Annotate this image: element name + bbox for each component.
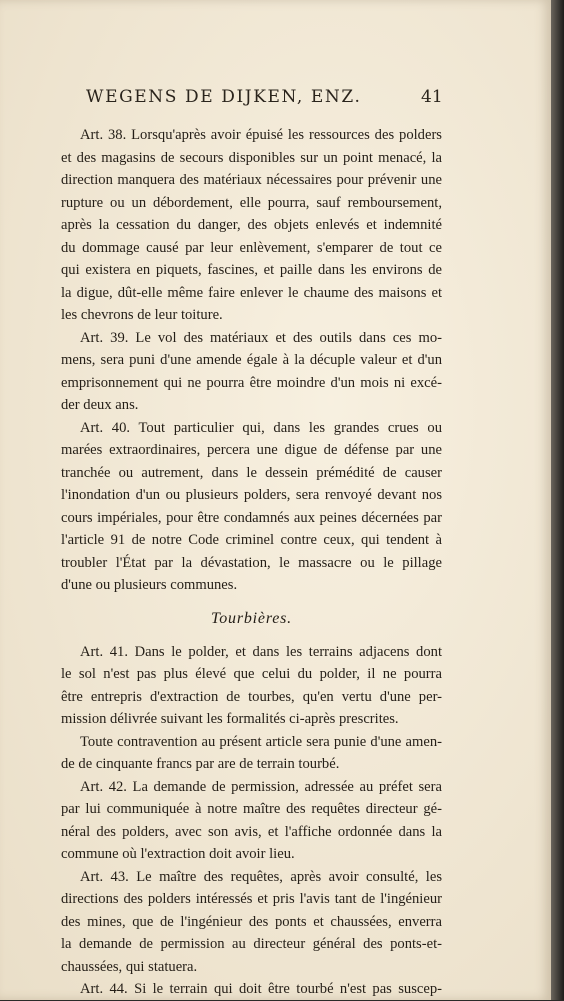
- text-line: la demande de permission au directeur général des ponts-et-: [61, 936, 442, 952]
- body-text: [61, 124, 442, 1001]
- text-line: commune où l'extraction doit avoir lieu.: [61, 846, 295, 862]
- text-line: Toute contravention au présent article sera punie d'une amen-: [80, 733, 442, 750]
- text-line: emprisonnement qui ne pourra être moindre d'un mois ni excé-: [61, 374, 442, 391]
- text-line: des mines, que de l'ingénieur des ponts et chaussées, enverra: [61, 913, 442, 930]
- text-line: mens, sera puni d'une amende égale à la décuple valeur et d'un: [61, 352, 442, 368]
- text-line: qui existera en piquets, fascines, et paille dans les environs de: [61, 262, 442, 278]
- text-line: Art. 41. Dans le polder, et dans les terrains adjacens dont: [80, 643, 442, 660]
- text-line: mission délivrée suivant les formalités ci-après prescrites.: [61, 711, 399, 727]
- text-line: Art. 38. Lorsqu'après avoir épuisé les ressources des polders: [80, 127, 442, 143]
- text-line: après la cessation du danger, des objets enlevés et indemnité: [61, 217, 442, 233]
- text-line: de de cinquante francs par are de terrain tourbé.: [61, 756, 340, 772]
- text-line: troubler l'État par la dévastation, le massacre ou le pillage: [61, 554, 442, 571]
- text-line: Art. 39. Le vol des matériaux et des outils dans ces mo-: [80, 329, 442, 346]
- text-line: rupture ou un débordement, elle pourra, sauf remboursement,: [61, 194, 442, 211]
- page-number: 41: [421, 87, 443, 107]
- text-line: et des magasins de secours disponibles sur un point menacé, la: [61, 149, 442, 166]
- text-line: l'article 91 de notre Code criminel contre ceux, qui tendent à: [61, 532, 442, 548]
- text-line: le sol n'est pas plus élevé que celui du polder, il ne pourra: [61, 666, 442, 682]
- text-line: directions des polders intéressés et pris l'avis tant de l'ingénieur: [61, 891, 442, 907]
- text-line: l'inondation d'un ou plusieurs polders, sera renvoyé devant nos: [61, 487, 442, 503]
- book-spine: [551, 0, 564, 1000]
- text-line: tranchée ou autrement, dans le dessein prémédité de causer: [61, 464, 442, 481]
- text-line: Art. 43. Le maître des requêtes, après avoir consulté, les: [80, 868, 442, 885]
- text-line: la digue, dût-elle même faire enlever le chaume des maisons et: [61, 284, 442, 301]
- text-line: direction manquera des matériaux nécessaires pour prévenir une: [61, 172, 442, 188]
- text-line: néral des polders, avec son avis, et l'affiche ordonnée dans la: [61, 823, 442, 840]
- text-line: être entrepris d'extraction de tourbes, qu'en vertu d'une per-: [61, 688, 442, 705]
- text-line: chaussées, qui statuera.: [61, 958, 198, 975]
- text-line: d'une ou plusieurs communes.: [61, 577, 238, 593]
- text-line: der deux ans.: [61, 397, 139, 413]
- text-line: cours impériales, pour être condamnés aux peines décernées par: [61, 509, 442, 526]
- section-heading: Tourbières.: [211, 609, 292, 627]
- text-line: Art. 42. La demande de permission, adressée au préfet sera: [80, 778, 442, 795]
- text-line: du dommage causé par leur enlèvement, s'emparer de tout ce: [61, 239, 442, 256]
- running-title: WEGENS DE DIJKEN, ENZ.: [86, 87, 362, 107]
- text-line: Art. 44. Si le terrain qui doit être tourbé n'est pas suscep-: [80, 981, 442, 997]
- text-line: Art. 40. Tout particulier qui, dans les grandes crues ou: [80, 419, 442, 436]
- text-line: les chevrons de leur toiture.: [61, 307, 223, 323]
- text-line: marées extraordinaires, percera une digue de défense par une: [61, 442, 442, 458]
- text-line: par lui communiquée à notre maître des requêtes directeur gé-: [61, 801, 442, 817]
